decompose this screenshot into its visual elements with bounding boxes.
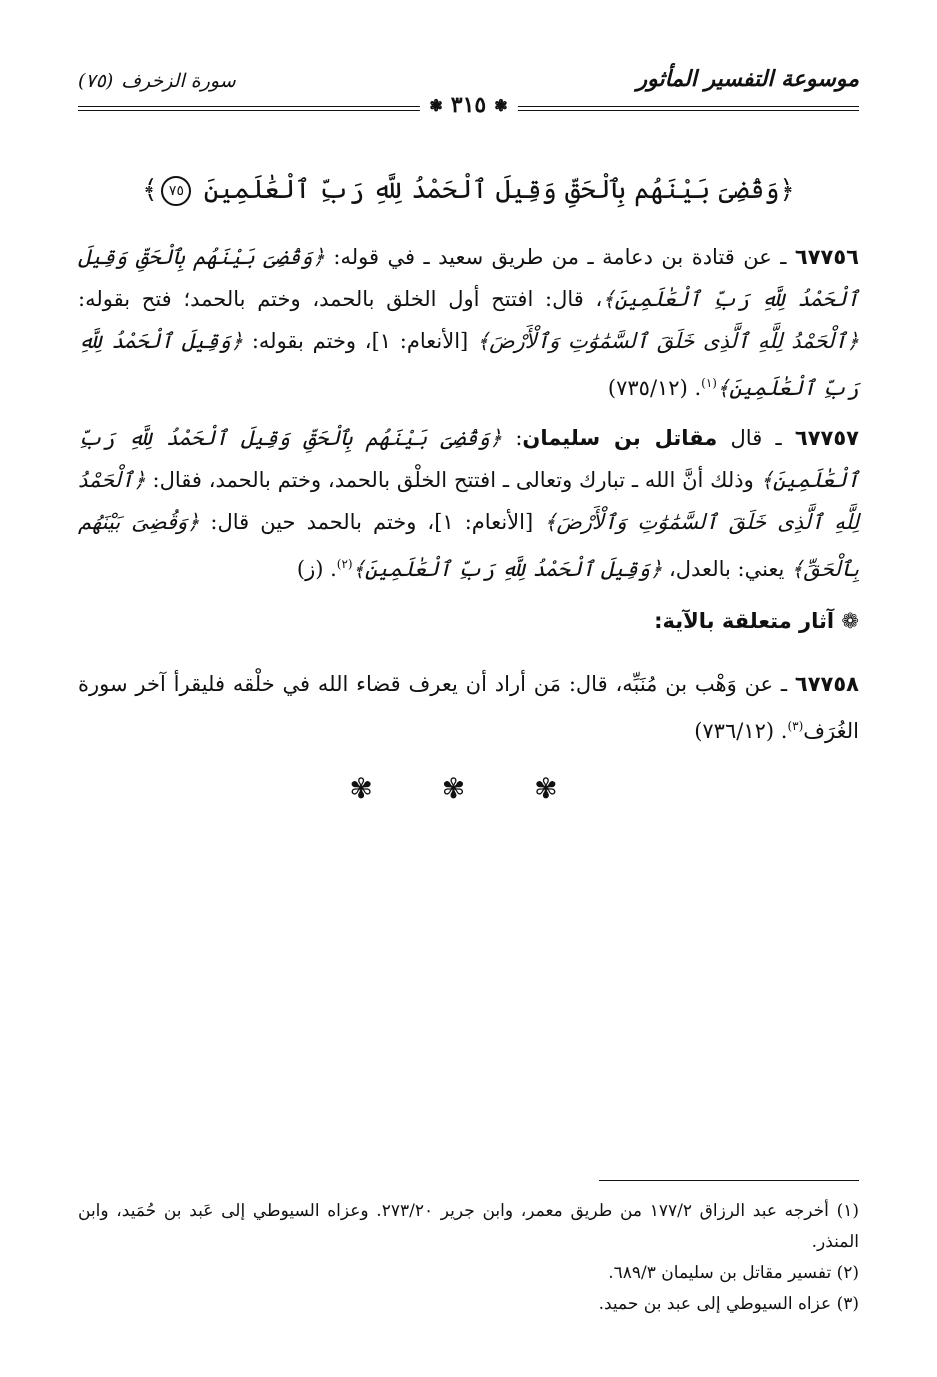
verse-close-bracket: ﴾ xyxy=(142,175,158,205)
page-number-block xyxy=(419,92,517,118)
page-number: ٣١٥ xyxy=(450,92,487,118)
entry-number: ٦٧٧٥٦ xyxy=(794,245,859,269)
footnote-ref[interactable]: (١) xyxy=(701,376,717,390)
entry-text: : xyxy=(502,426,523,450)
star-divider: ✾ ✾ ✾ xyxy=(349,772,588,805)
quran-quote: ﴿وَقُضِىَ بَيْنَهُم بِٱلْحَقِّ وَقِيلَ ٱلْحَمْدُ لِلَّهِ رَبِّ ٱلْعَٰلَمِينَ﴾ xyxy=(78,245,859,311)
entry-67757 xyxy=(78,417,859,590)
footnote-ref[interactable]: (٢) xyxy=(336,557,353,571)
entry-text: . (٧٣٦/١٢) xyxy=(694,719,788,743)
entry-text: وذلك أنَّ الله ـ تبارك وتعالى ـ افتتح الخلْق بالحمد، وختم بالحمد، فقال: xyxy=(145,468,761,492)
footnote-1: (١) أخرجه عبد الرزاق ١٧٧/٢ من طريق معمر، وابن جرير ٢٧٣/٢٠. وعزاه السيوطي إلى عَبد بن حُمَيد، وابن المنذر. xyxy=(78,1201,859,1252)
book-title: موسوعة التفسير المأثور xyxy=(636,66,859,92)
quran-quote: ﴿ٱلْحَمْدُ لِلَّهِ ٱلَّذِى خَلَقَ ٱلسَّمَٰوَٰتِ وَٱلْأَرْضَ﴾ xyxy=(78,468,859,534)
commentary-body xyxy=(78,236,859,760)
footnote-2: (٢) تفسير مقاتل بن سليمان ٦٨٩/٣. xyxy=(608,1263,859,1283)
entry-67758 xyxy=(78,663,859,752)
verse-heading xyxy=(78,170,859,210)
entry-number: ٦٧٧٥٧ xyxy=(794,426,859,450)
entry-text: ، قال: افتتح أول الخلق بالحمد، وختم بالحمد؛ فتح بقوله: xyxy=(78,287,603,311)
ornament-icon: ❃ xyxy=(494,95,508,115)
surah-reference xyxy=(78,70,236,92)
surah-name: سورة الزخرف xyxy=(121,70,236,92)
quran-quote: ﴿وَقِيلَ ٱلْحَمْدُ لِلَّهِ رَبِّ ٱلْعَٰلَمِينَ﴾ xyxy=(78,329,859,400)
flower-icon: ❁ xyxy=(841,609,859,633)
entry-text: [الأنعام: ١]، وختم بقوله: xyxy=(243,329,477,353)
entry-text: ـ عن قتادة بن دعامة ـ من طريق سعيد ـ في قوله: xyxy=(324,245,795,269)
footnote-ref[interactable]: (٣) xyxy=(787,719,804,733)
entry-text: . (ز) xyxy=(296,557,337,581)
verse-text: ﴿وَقُضِىَ بَيْنَهُم بِٱلْحَقِّ وَقِيلَ ٱلْحَمْدُ لِلَّهِ رَبِّ ٱلْعَٰلَمِينَ xyxy=(203,175,795,205)
verse-reference: (٧٥) xyxy=(78,70,114,92)
entry-67756 xyxy=(78,236,859,409)
quran-quote: ﴿وَقُضِىَ بَيْنَهُم بِٱلْحَقِّ وَقِيلَ ٱلْحَمْدُ لِلَّهِ رَبِّ ٱلْعَٰلَمِينَ﴾ xyxy=(78,426,859,492)
quran-quote: ﴿ٱلْحَمْدُ لِلَّهِ ٱلَّذِى خَلَقَ ٱلسَّمَٰوَٰتِ وَٱلْأَرْضَ﴾ xyxy=(476,329,860,353)
entry-text: . (٧٣٥/١٢) xyxy=(607,376,702,400)
entry-number: ٦٧٧٥٨ xyxy=(794,672,859,696)
entry-text: ـ عن وَهْب بن مُنَبِّه، قال: مَن أراد أن يعرف قضاء الله في خلْقه فليقرأ آخر سورة الغُرَف xyxy=(78,672,859,743)
ornament-icon: ❃ xyxy=(429,95,443,115)
narrator-name: مقاتل بن سليمان xyxy=(522,426,718,450)
quran-quote: ﴿وَقُضِىَ بَيْنَهُم بِٱلْحَقِّ﴾ xyxy=(78,510,859,581)
footnotes xyxy=(78,1196,859,1320)
entry-text: ـ قال xyxy=(717,426,795,450)
entry-text: يعني: بالعدل، xyxy=(662,557,792,581)
section-title: آثار متعلقة بالآية: xyxy=(654,609,835,633)
footnote-rule xyxy=(599,1180,859,1181)
footnote-3: (٣) عزاه السيوطي إلى عبد بن حميد. xyxy=(598,1294,859,1314)
quran-quote: ﴿وَقِيلَ ٱلْحَمْدُ لِلَّهِ رَبِّ ٱلْعَٰلَمِينَ﴾ xyxy=(352,557,663,581)
entry-text: [الأنعام: ١]، وختم بالحمد حين قال: xyxy=(199,510,545,534)
section-heading xyxy=(78,600,859,642)
ayah-number-badge: ٧٥ xyxy=(161,176,191,206)
